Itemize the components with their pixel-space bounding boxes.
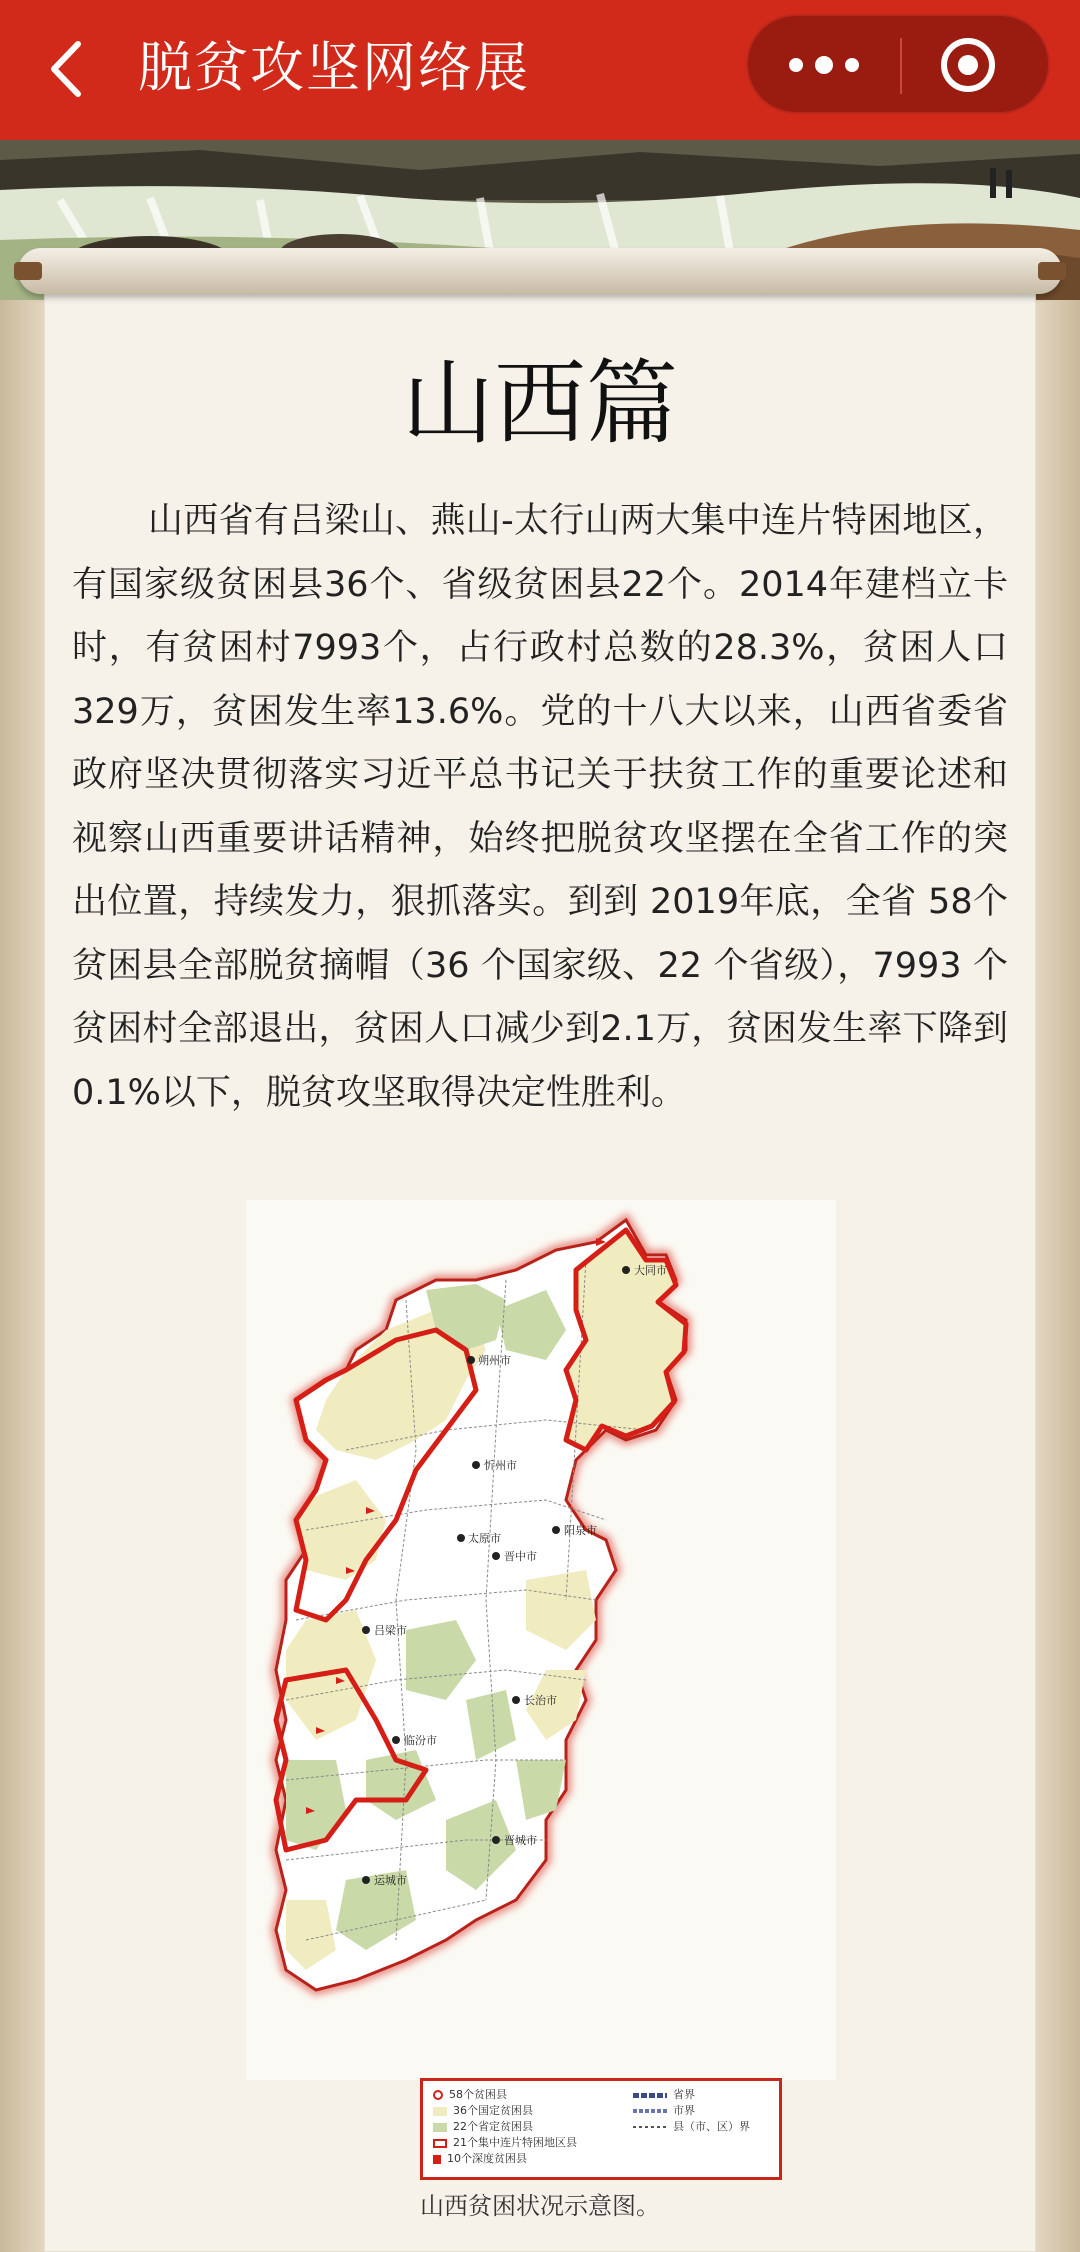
legend-item [433,2151,577,2167]
legend-label: 10个深度贫困县 [447,2152,527,2165]
legend-label: 22个省定贫困县 [453,2120,533,2133]
county-line-icon [633,2126,667,2128]
legend-label: 省界 [673,2088,695,2101]
chevron-left-icon [40,34,100,104]
legend-label: 58个贫困县 [449,2088,507,2101]
page-title: 脱贫攻坚网络展 [138,36,530,99]
legend-item [633,2119,750,2135]
legend-item [433,2119,577,2135]
legend-label: 21个集中连片特困地区县 [453,2136,577,2149]
close-button[interactable] [902,16,1048,112]
scroll-rod-knob-left [14,262,42,280]
article-title: 山西篇 [401,350,678,457]
circle-marker-icon [433,2090,443,2100]
mini-program-capsule [746,14,1050,114]
target-close-icon [902,16,1048,112]
city-label: 阳泉市 [564,1524,597,1537]
map-legend [420,2078,782,2180]
legend-item [433,2103,577,2119]
top-nav-bar [0,0,1080,140]
more-button[interactable] [748,16,900,112]
swatch-icon [433,2123,447,2132]
shanxi-poverty-map [246,1200,836,2080]
map-caption: 山西贫困状况示意图。 [420,2192,660,2220]
city-label: 晋中市 [504,1550,537,1563]
city-label: 长治市 [524,1694,557,1707]
legend-item [633,2103,750,2119]
legend-left-column [433,2087,577,2167]
city-label: 吕梁市 [374,1624,407,1637]
city-label: 朔州市 [478,1354,511,1367]
legend-label: 市界 [673,2104,695,2117]
city-label: 大同市 [634,1264,667,1277]
city-label: 运城市 [374,1874,407,1887]
scroll-side-right [1036,300,1080,2252]
legend-label: 县（市、区）界 [673,2120,750,2133]
city-label: 太原市 [468,1532,501,1545]
map-graphic [246,1200,836,2080]
more-dots-icon [748,16,900,112]
scroll-rod-knob-right [1038,262,1066,280]
scroll-side-left [0,300,44,2252]
legend-item [633,2087,750,2103]
city-line-icon [633,2109,667,2113]
legend-item [433,2087,577,2103]
legend-label: 36个国定贫困县 [453,2104,533,2117]
article-body: 山西省有吕梁山、燕山-太行山两大集中连片特困地区，有国家级贫困县36个、省级贫困县22个。2014年建档立卡时，有贫困村7993个，占行政村总数的28.3%，贫困人口329万，贫困发生率13.6%。党的十八大以来，山西省委省政府坚决贯彻落实习近平总书记关于扶贫工作的重要论述和视察山西重要讲话精神，始终把脱贫攻坚摆在全省工作的突出位置，持续发力，狠抓落实。到到 2019年底，全省 58个贫困县全部脱贫摘帽（36 个国家级、22 个省级），7993 个贫困村全部退出，贫困人口减少到2.1万，贫困发生率下降到0.1%以下，脱贫攻坚取得决定性胜利。 [72,501,1008,1113]
legend-item [433,2135,577,2151]
province-line-icon [633,2093,667,2098]
city-label: 临汾市 [404,1734,437,1747]
flag-icon [433,2155,441,2164]
scroll-rod [18,248,1062,294]
swatch-icon [433,2107,447,2116]
city-label: 晋城市 [504,1834,537,1847]
outline-swatch-icon [433,2139,447,2148]
legend-right-column [633,2087,750,2135]
back-button[interactable] [40,34,100,104]
city-label: 忻州市 [484,1459,517,1472]
